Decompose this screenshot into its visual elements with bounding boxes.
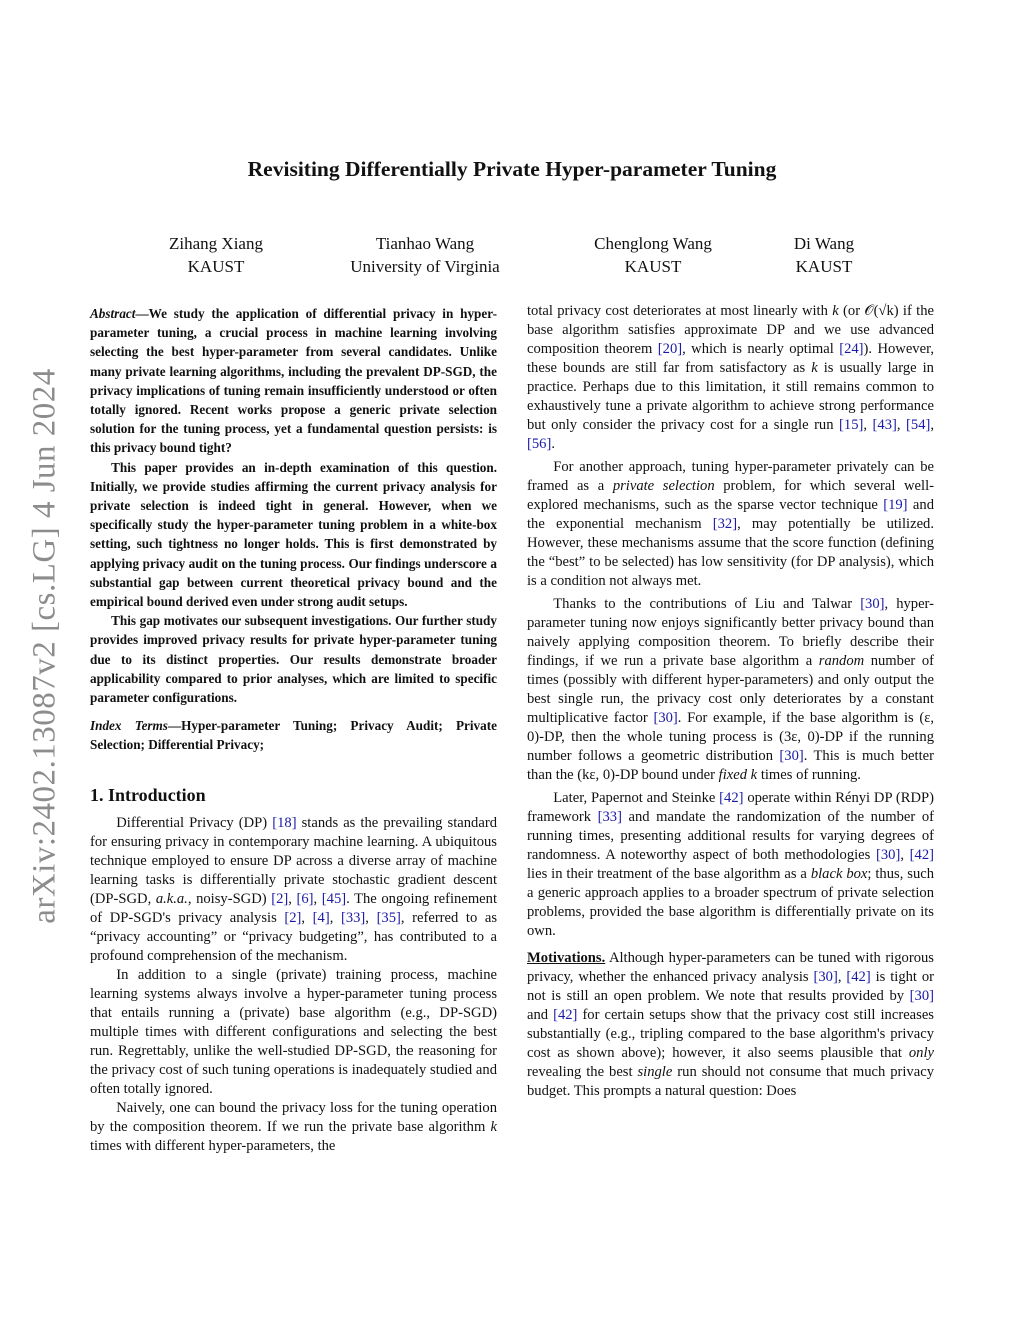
citation-link[interactable]: [30] — [779, 748, 804, 764]
abstract — [90, 304, 497, 707]
paper-title: Revisiting Differentially Private Hyper-parameter Tuning — [247, 157, 777, 181]
author-block — [150, 232, 282, 278]
body-paragraph: total privacy cost deteriorates at most linearly with k (or 𝒪(√k) if the base algorithm satisfies approximate DP and we use advanced composition theorem [20], which is nearly optimal [24]). However, these bounds are still far from satisfactory as k is usually large in practice. Perhaps due to this limitation, it still remains common to exhaustively tune a private algorithm to achieve strong performance but only consider the privacy cost for a single run [15], [43], [54], [56]. — [527, 303, 935, 452]
citation-link[interactable]: [30] — [909, 988, 934, 1004]
citation-link[interactable]: [45] — [321, 890, 347, 907]
index-terms: Index Terms—Hyper-parameter Tuning; Privacy Audit; Private Selection; Differential Privacy; — [90, 718, 497, 753]
author-block — [578, 232, 728, 278]
citation-link[interactable]: [30] — [860, 596, 885, 612]
motivations-runin: Motivations. — [527, 950, 606, 966]
citation-link[interactable]: [42] — [909, 847, 934, 863]
citation-link[interactable]: [2] — [284, 909, 302, 926]
citation-link[interactable]: [33] — [340, 909, 366, 926]
body-paragraph: Naively, one can bound the privacy loss for the tuning operation by the composition theorem. If we run the private base algorithm k times with different hyper-parameters, the — [90, 1099, 497, 1154]
citation-link[interactable]: [56] — [527, 436, 552, 452]
citation-link[interactable]: [30] — [876, 847, 901, 863]
body-paragraph: Later, Papernot and Steinke [42] operate within Rényi DP (RDP) framework [33] and mandate the randomization of the number of running times, presenting additional results for varying degrees of randomness. A noteworthy aspect of both methodologies [30], [42] lies in their treatment of the base algorithm as a black box; thus, such a generic approach applies to a broader spectrum of private selection problems, provided the base algorithm is differentially private on its own. — [527, 790, 935, 939]
citation-link[interactable]: [30] — [813, 969, 838, 985]
author-name: Zihang Xiang — [169, 234, 263, 253]
index-terms-label: Index Terms — [90, 718, 168, 734]
author-block — [776, 232, 872, 278]
citation-link[interactable]: [18] — [272, 814, 297, 831]
left-column — [90, 304, 497, 1156]
abstract-paragraph: This gap motivates our subsequent investigations. Our further study provides improved privacy results for private hyper-parameter tuning due to its distinct properties. Our results demonstrate broader applicability compared to prior analyses, which are limited to specific parameter configurations. — [90, 613, 497, 706]
body-paragraph: Thanks to the contributions of Liu and Talwar [30], hyper-parameter tuning now enjoys significantly better privacy bound than naively applying composition theorem. To briefly describe their findings, if we run a private base algorithm a random number of times (possibly with different hyper-parameters) and only output the best single run, the privacy cost only deteriorates by a constant multiplicative factor [30]. For example, if the base algorithm is (ε, 0)-DP, then the whole tuning process is (3ε, 0)-DP if the running number follows a geometric distribution [30]. This is much better than the (kε, 0)-DP bound under fixed k times of running. — [527, 596, 935, 783]
abstract-paragraph: This paper provides an in-depth examination of this question. Initially, we provide studies affirming the current privacy analysis for private selection is indeed tight in general. However, when we specifically study the hyper-parameter tuning problem in a white-box setting, such tightness no longer holds. This is first demonstrated by applying privacy audit on the tuning process. Our findings underscore a substantial gap between current theoretical privacy bound and the empirical bound derived even under strong audit setups. — [90, 459, 497, 610]
citation-link[interactable]: [35] — [376, 909, 401, 926]
citation-link[interactable]: [43] — [872, 417, 897, 433]
citation-link[interactable]: [42] — [719, 790, 744, 806]
author-name: Tianhao Wang — [375, 234, 475, 253]
abstract-paragraph: Abstract—We study the application of differential privacy in hyper-parameter tuning, a crucial process in machine learning involving selecting the best hyper-parameter from several candidates. Unlike many private learning algorithms, including the prevalent DP-SGD, the privacy implications of tuning remain insufficiently understood or often totally ignored. Recent works propose a generic private selection solution for the tuning process, yet a fundamental question persists: is this privacy bound tight? — [90, 306, 497, 456]
citation-link[interactable]: [42] — [846, 969, 871, 985]
body-paragraph: In addition to a single (private) training process, machine learning systems always involve a hyper-parameter tuning process that entails running a (private) base algorithm (e.g., DP-SGD) multiple times with different configurations and selecting the best run. Regrettably, unlike the well-studied DP-SGD, the reasoning for the privacy cost of such tuning operations is inadequately studied and often totally ignored. — [90, 966, 497, 1097]
author-affiliation: KAUST — [624, 257, 682, 276]
citation-link[interactable]: [15] — [839, 417, 864, 433]
citation-link[interactable]: [42] — [553, 1007, 578, 1023]
author-affiliation: KAUST — [795, 257, 853, 276]
citation-link[interactable]: [30] — [653, 710, 678, 726]
author-name: Di Wang — [793, 234, 855, 253]
citation-link[interactable]: [2] — [271, 890, 289, 907]
author-affiliation: University of Virginia — [350, 257, 500, 276]
citation-link[interactable]: [32] — [712, 516, 738, 532]
citation-link[interactable]: [20] — [657, 341, 683, 357]
citation-link[interactable]: [24] — [839, 341, 864, 357]
abstract-label: Abstract — [90, 306, 136, 321]
citation-link[interactable]: [19] — [883, 497, 908, 513]
body-paragraph: Motivations. Although hyper-parameters can be tuned with rigorous privacy, whether the enhanced privacy analysis [30], [42] is tight or not is still an open problem. We note that results provided by [30] and [42] for certain setups show that the privacy cost still increases substantially (e.g., tripling compared to the base algorithm's privacy cost as shown above); however, it also seems plausible that only revealing the best single run should not consume that much privacy budget. This prompts a natural question: Does — [527, 950, 935, 1099]
body-paragraph: Differential Privacy (DP) [18] stands as the prevailing standard for ensuring privacy in contemporary machine learning. A ubiquitous technique employed to ensure DP across a diverse array of machine learning tasks is differentially private stochastic gradient descent (DP-SGD, a.k.a., noisy-SGD) [2], [6], [45]. The ongoing refinement of DP-SGD's privacy analysis [2], [4], [33], [35], referred to as “privacy accounting” or “privacy budgeting”, has contributed to a profound comprehension of the mechanism. — [90, 814, 498, 964]
author-affiliation: KAUST — [187, 257, 245, 276]
body-paragraph: For another approach, tuning hyper-parameter privately can be framed as a private selection problem, for which several well-explored mechanisms, such as the sparse vector technique [19] and the exponential mechanism [32], may potentially be utilized. However, these mechanisms assume that the score function (defining the “best” to be selected) has low sensitivity (for DP analysis), which is a condition not always met. — [527, 459, 934, 589]
citation-link[interactable]: [6] — [296, 890, 314, 907]
citation-link[interactable]: [54] — [906, 417, 931, 433]
right-column — [527, 302, 934, 1101]
author-name: Chenglong Wang — [594, 234, 712, 253]
author-block — [330, 232, 520, 278]
section-heading-introduction: 1. Introduction — [90, 784, 206, 805]
introduction-body — [90, 814, 497, 1156]
citation-link[interactable]: [33] — [597, 809, 622, 825]
arxiv-side-stamp — [22, 366, 68, 926]
arxiv-identifier: arXiv:2402.13087v2 [cs.LG] 4 Jun 2024 — [26, 368, 63, 924]
citation-link[interactable]: [4] — [312, 909, 330, 926]
